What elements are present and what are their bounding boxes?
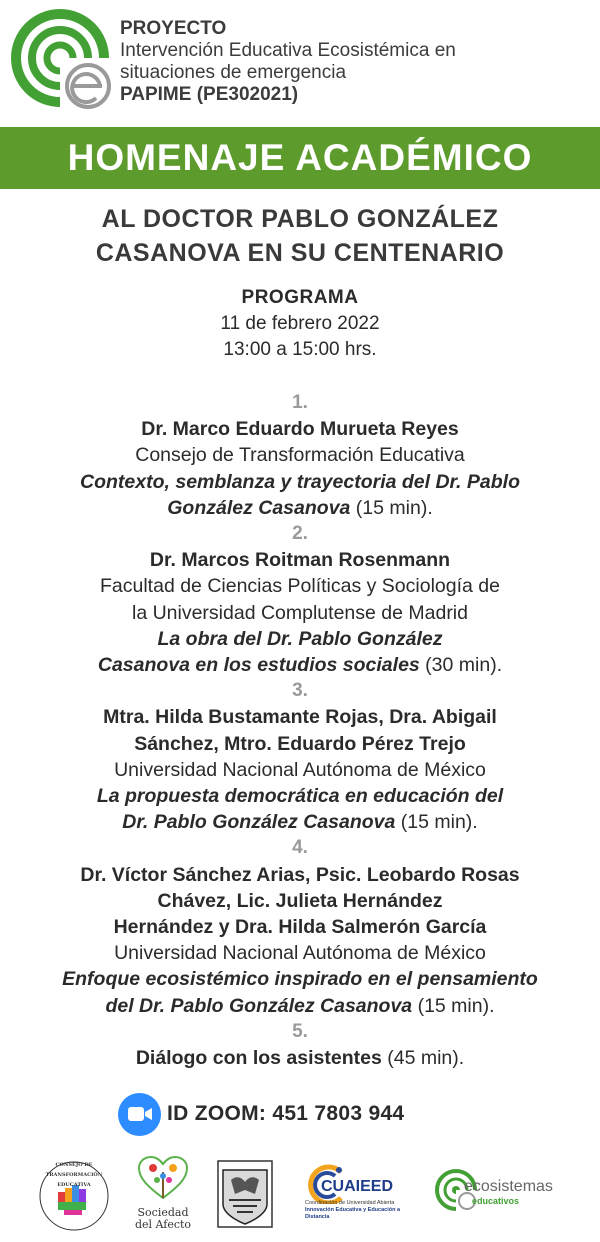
ecosistemas-logo: [434, 1168, 564, 1218]
project-label: PROYECTO: [120, 18, 227, 39]
item-talk-title: Enfoque ecosistémico inspirado en el pensamiento: [62, 968, 538, 991]
program-item: [0, 835, 600, 1018]
item-speaker: Sánchez, Mtro. Eduardo Pérez Trejo: [134, 732, 466, 755]
item-number: 4.: [292, 837, 308, 859]
cuaieed-sub1: Coordinación de Universidad Abierta: [305, 1200, 395, 1206]
item-number: 3.: [292, 680, 308, 702]
item-speaker: Dr. Marco Eduardo Murueta Reyes: [141, 418, 459, 441]
program-header: [0, 285, 600, 363]
sociedad-line1: Sociedad: [137, 1206, 189, 1219]
project-name-line1: Intervención Educativa Ecosistémica en: [120, 40, 456, 61]
item-institution: Facultad de Ciencias Políticas y Sociología de: [100, 575, 500, 598]
item-speaker: Dr. Víctor Sánchez Arias, Psic. Leobardo Rosas: [80, 863, 520, 886]
subtitle-line2: CASANOVA EN SU CENTENARIO: [95, 239, 505, 267]
cuaieed-logo: [303, 1164, 413, 1224]
sociedad-line2: del Afecto: [134, 1218, 192, 1231]
zoom-id: ID ZOOM: 451 7803 944: [167, 1102, 405, 1125]
event-subtitle: [0, 202, 600, 270]
subtitle-line1: AL DOCTOR PABLO GONZÁLEZ: [101, 205, 499, 233]
closing-text: Diálogo con los asistentes: [135, 1047, 382, 1070]
heart-tree-icon: [133, 1154, 193, 1202]
zoom-info[interactable]: [118, 1092, 404, 1136]
project-code: PAPIME (PE302021): [120, 84, 299, 105]
item-duration: (30 min).: [419, 654, 503, 677]
item-talk-title: Casanova en los estudios sociales: [97, 654, 420, 677]
program-title: PROGRAMA: [241, 287, 359, 308]
item-number: 2.: [292, 523, 308, 545]
item-institution: la Universidad Complutense de Madrid: [131, 601, 468, 624]
item-talk-title: del Dr. Pablo González Casanova: [105, 994, 413, 1017]
consejo-name: CONSEJO DE TRANSFORMACIÓN EDUCATIVA: [45, 1162, 103, 1188]
item-speaker: Mtra. Hilda Bustamante Rojas, Dra. Abigail: [103, 706, 497, 729]
project-header: [0, 0, 600, 125]
item-duration: (15 min).: [395, 811, 478, 834]
program-date: 11 de febrero 2022: [220, 313, 380, 334]
item-talk-title: Dr. Pablo González Casanova: [122, 811, 396, 834]
ecosistemas-line1: ecosistemas: [464, 1178, 553, 1195]
program-list: [0, 390, 600, 1071]
item-talk-title: La obra del Dr. Pablo González: [157, 627, 443, 650]
item-speaker: Dr. Marcos Roitman Rosenmann: [149, 549, 451, 572]
item-duration: (15 min).: [350, 496, 433, 519]
item-number: 5.: [292, 1020, 308, 1042]
title-banner: [0, 127, 600, 189]
project-name-line2: situaciones de emergencia: [120, 62, 347, 83]
item-talk-title: González Casanova: [167, 496, 351, 519]
ecosistemas-logo-icon: [10, 8, 115, 113]
item-talk-title: Contexto, semblanza y trayectoria del Dr. Pablo: [80, 470, 520, 493]
item-duration: (45 min).: [381, 1047, 465, 1070]
video-camera-icon: [118, 1093, 161, 1136]
item-number: 1.: [292, 392, 308, 413]
sponsor-logos: [0, 1150, 600, 1235]
program-item: [0, 1019, 600, 1071]
cuaieed-sub2: Innovación Educativa y Educación a Distancia: [305, 1207, 401, 1220]
ecosistemas-line2: educativos: [472, 1196, 520, 1206]
project-description: [120, 18, 590, 106]
consejo-logo: [36, 1158, 112, 1234]
item-speaker: Chávez, Lic. Julieta Hernández: [157, 889, 443, 912]
program-time: 13:00 a 15:00 hrs.: [223, 339, 377, 360]
item-duration: (15 min).: [412, 994, 495, 1017]
item-institution: Universidad Nacional Autónoma de México: [114, 758, 486, 781]
item-speaker: Hernández y Dra. Hilda Salmerón García: [113, 916, 487, 939]
banner-title: HOMENAJE ACADÉMICO: [67, 137, 533, 178]
item-institution: Consejo de Transformación Educativa: [135, 444, 465, 467]
item-talk-title: La propuesta democrática en educación del: [96, 785, 504, 808]
unam-shield-icon: [217, 1160, 273, 1228]
cuaieed-name: CUAIEED: [321, 1178, 394, 1195]
unam-seal: [217, 1160, 273, 1228]
program-item: [0, 678, 600, 835]
sociedad-afecto-logo: [133, 1154, 193, 1234]
item-institution: Universidad Nacional Autónoma de México: [114, 942, 486, 965]
program-item: [0, 521, 600, 678]
program-item: [0, 390, 600, 521]
